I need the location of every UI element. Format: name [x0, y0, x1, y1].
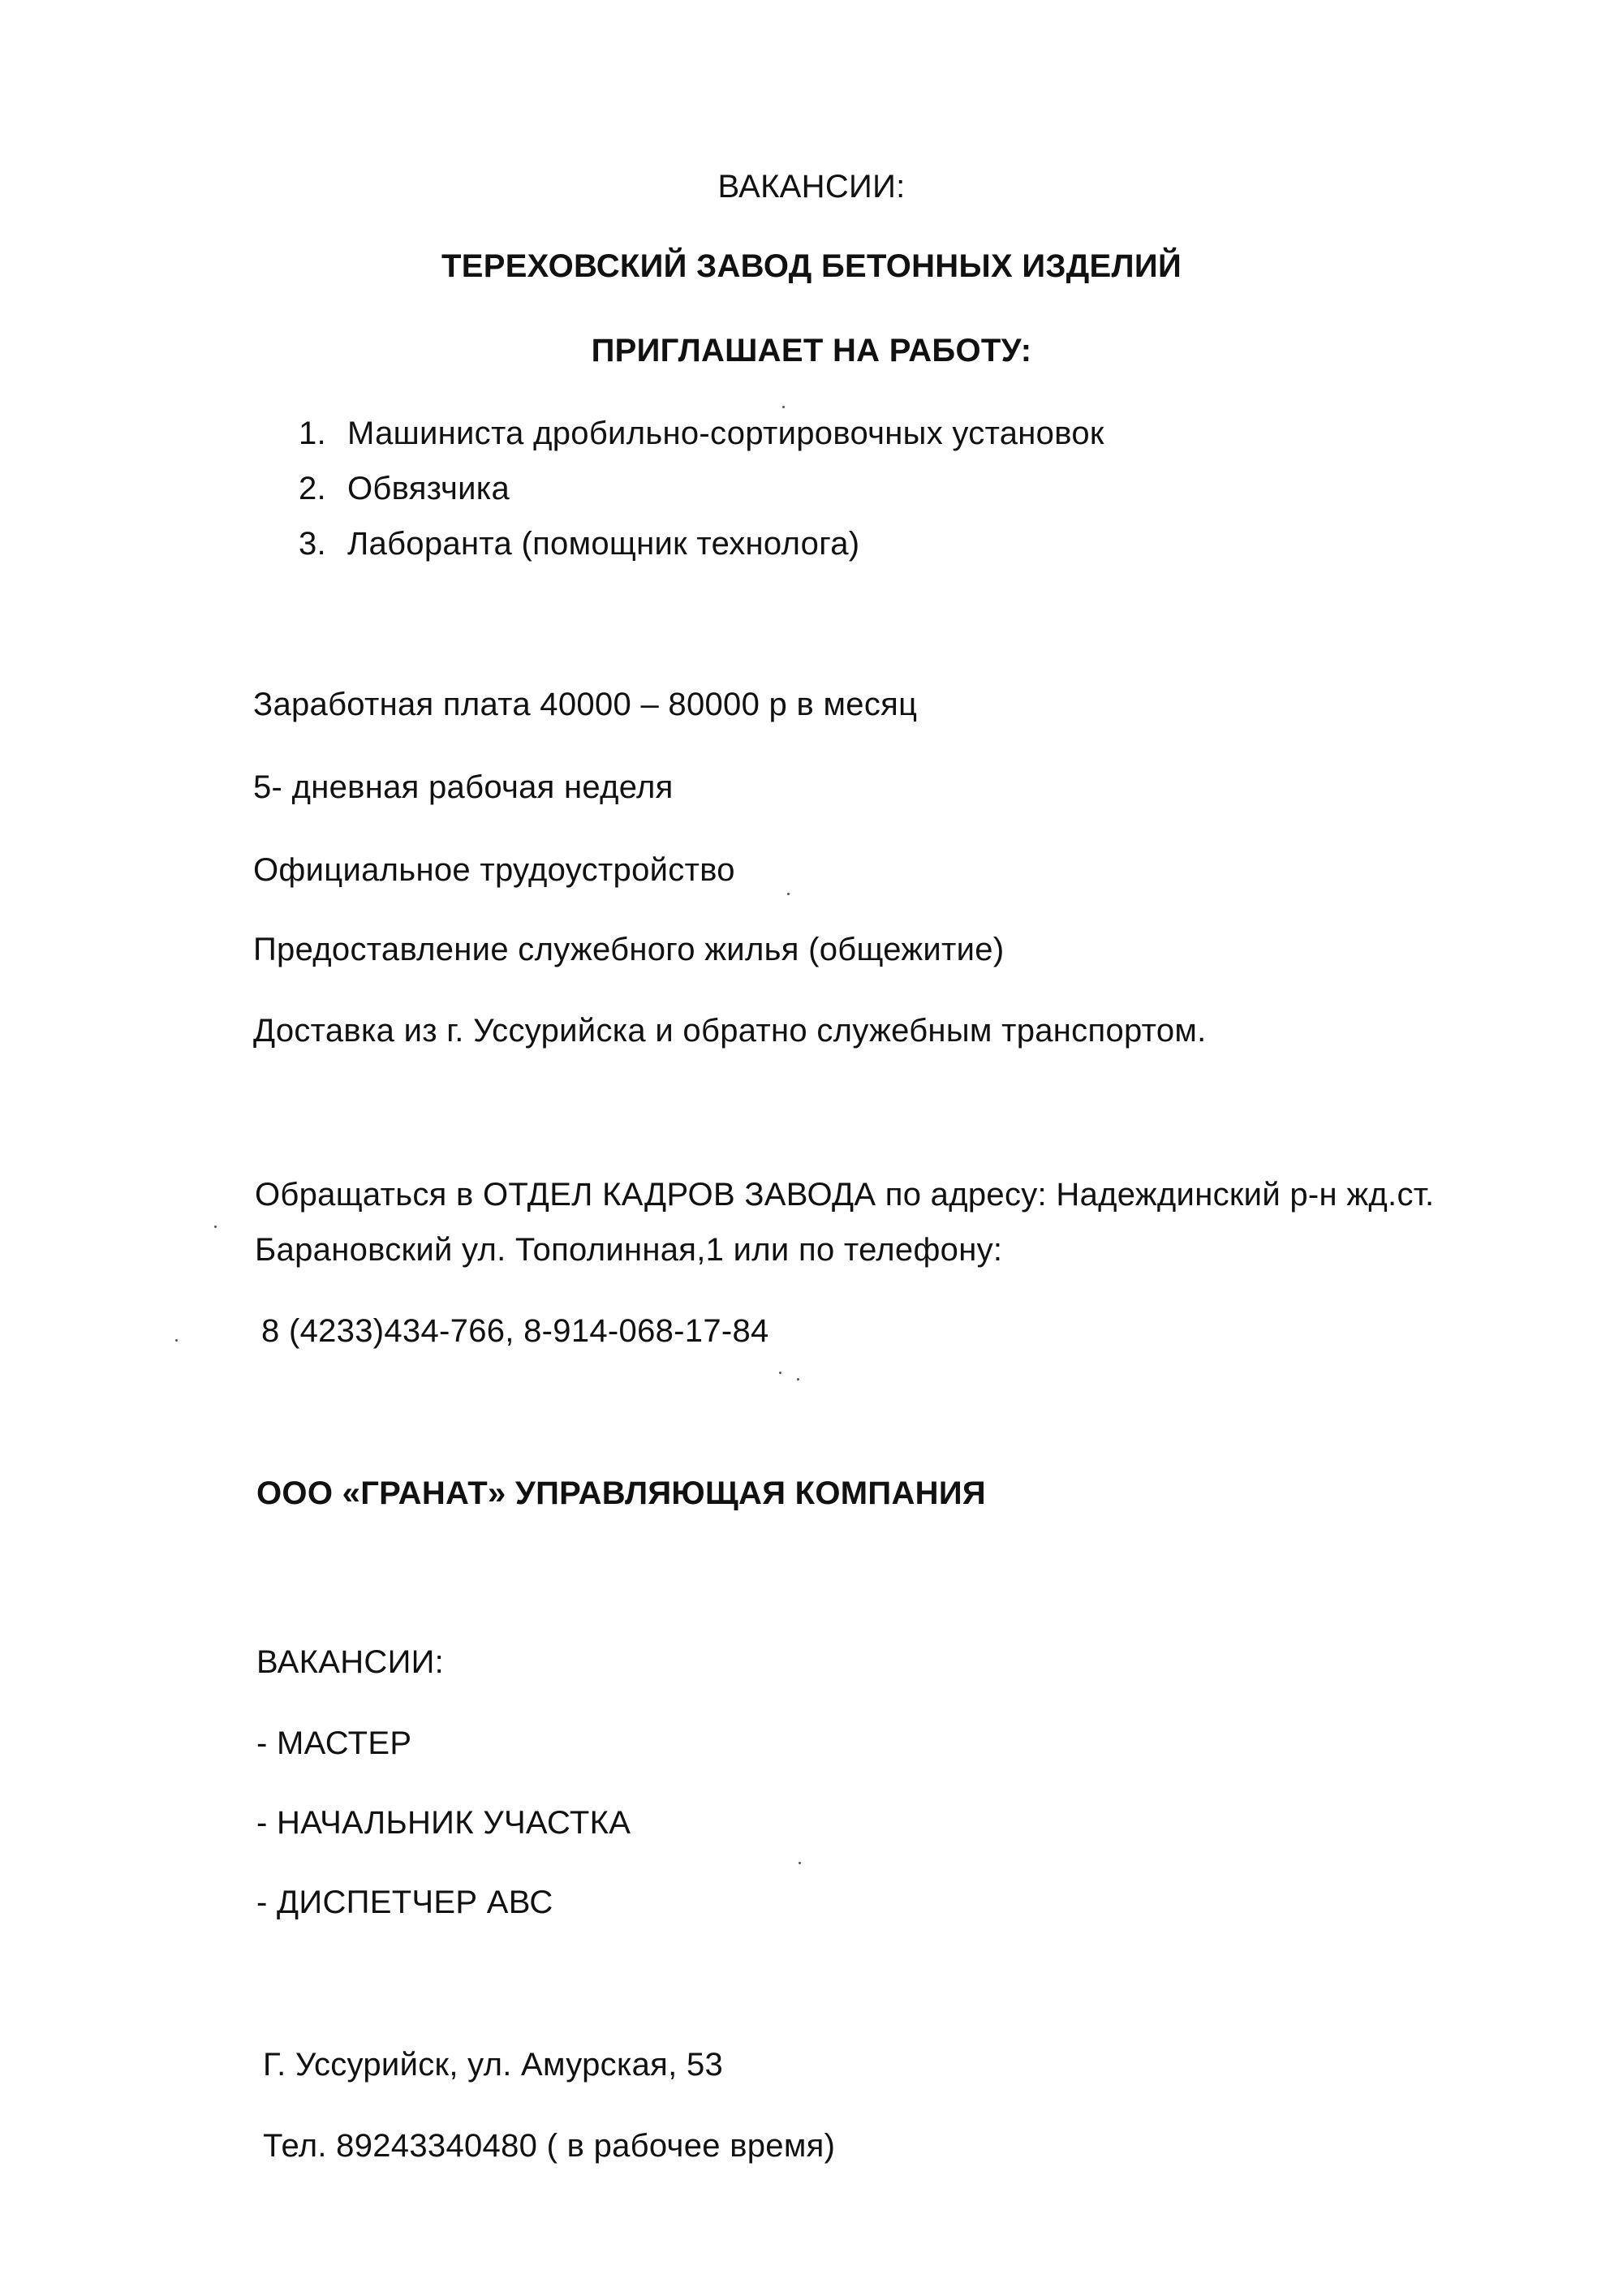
- condition-housing: Предоставление служебного жилья (общежитие): [253, 932, 1005, 967]
- company-name: ООО «ГРАНАТ» УПРАВЛЯЮЩАЯ КОМПАНИЯ: [256, 1475, 986, 1511]
- list-item-number: 3.: [299, 526, 326, 562]
- scan-speck: [782, 406, 785, 408]
- condition-salary: Заработная плата 40000 – 80000 р в месяц: [253, 687, 918, 722]
- list-item-text: Лаборанта (помощник технолога): [347, 526, 860, 562]
- list-item-text: Машиниста дробильно-сортировочных установок: [347, 416, 1104, 451]
- contact-line-1: Обращаться в ОТДЕЛ КАДРОВ ЗАВОДА по адресу: Надеждинский р-н жд.ст.: [255, 1177, 1435, 1213]
- contact-line-2: Барановский ул. Тополинная,1 или по телефону:: [255, 1232, 1003, 1268]
- scan-speck: [787, 893, 790, 895]
- vacancy-item: - НАЧАЛЬНИК УЧАСТКА: [256, 1805, 631, 1841]
- scan-speck: [175, 1339, 178, 1342]
- scan-speck: [214, 1226, 217, 1228]
- condition-week: 5- дневная рабочая неделя: [253, 769, 674, 805]
- list-item-number: 1.: [299, 416, 326, 451]
- scan-speck: [779, 1372, 781, 1374]
- factory-phones: 8 (4233)434-766, 8-914-068-17-84: [261, 1313, 769, 1349]
- list-item-text: Обвязчика: [347, 471, 510, 506]
- vacancy-item: - ДИСПЕТЧЕР АВС: [256, 1885, 553, 1920]
- list-item: [299, 524, 859, 563]
- list-item: [299, 469, 510, 508]
- company-phone: Тел. 89243340480 ( в рабочее время): [263, 2128, 836, 2164]
- vacancy-item: - МАСТЕР: [256, 1725, 412, 1761]
- invitation-heading: ПРИГЛАШАЕТ НА РАБОТУ:: [591, 333, 1032, 368]
- list-item: [299, 414, 1104, 453]
- company-address: Г. Уссурийск, ул. Амурская, 53: [263, 2047, 724, 2083]
- factory-name: ТЕРЕХОВСКИЙ ЗАВОД БЕТОННЫХ ИЗДЕЛИЙ: [441, 248, 1182, 284]
- scan-speck: [799, 1862, 801, 1864]
- list-item-number: 2.: [299, 471, 326, 506]
- scan-speck: [797, 1378, 799, 1381]
- condition-transport: Доставка из г. Уссурийска и обратно служебным транспортом.: [253, 1013, 1207, 1049]
- condition-employment: Официальное трудоустройство: [253, 852, 735, 888]
- vacancies-heading: ВАКАНСИИ:: [717, 169, 906, 205]
- company-vacancies-heading: ВАКАНСИИ:: [256, 1644, 445, 1680]
